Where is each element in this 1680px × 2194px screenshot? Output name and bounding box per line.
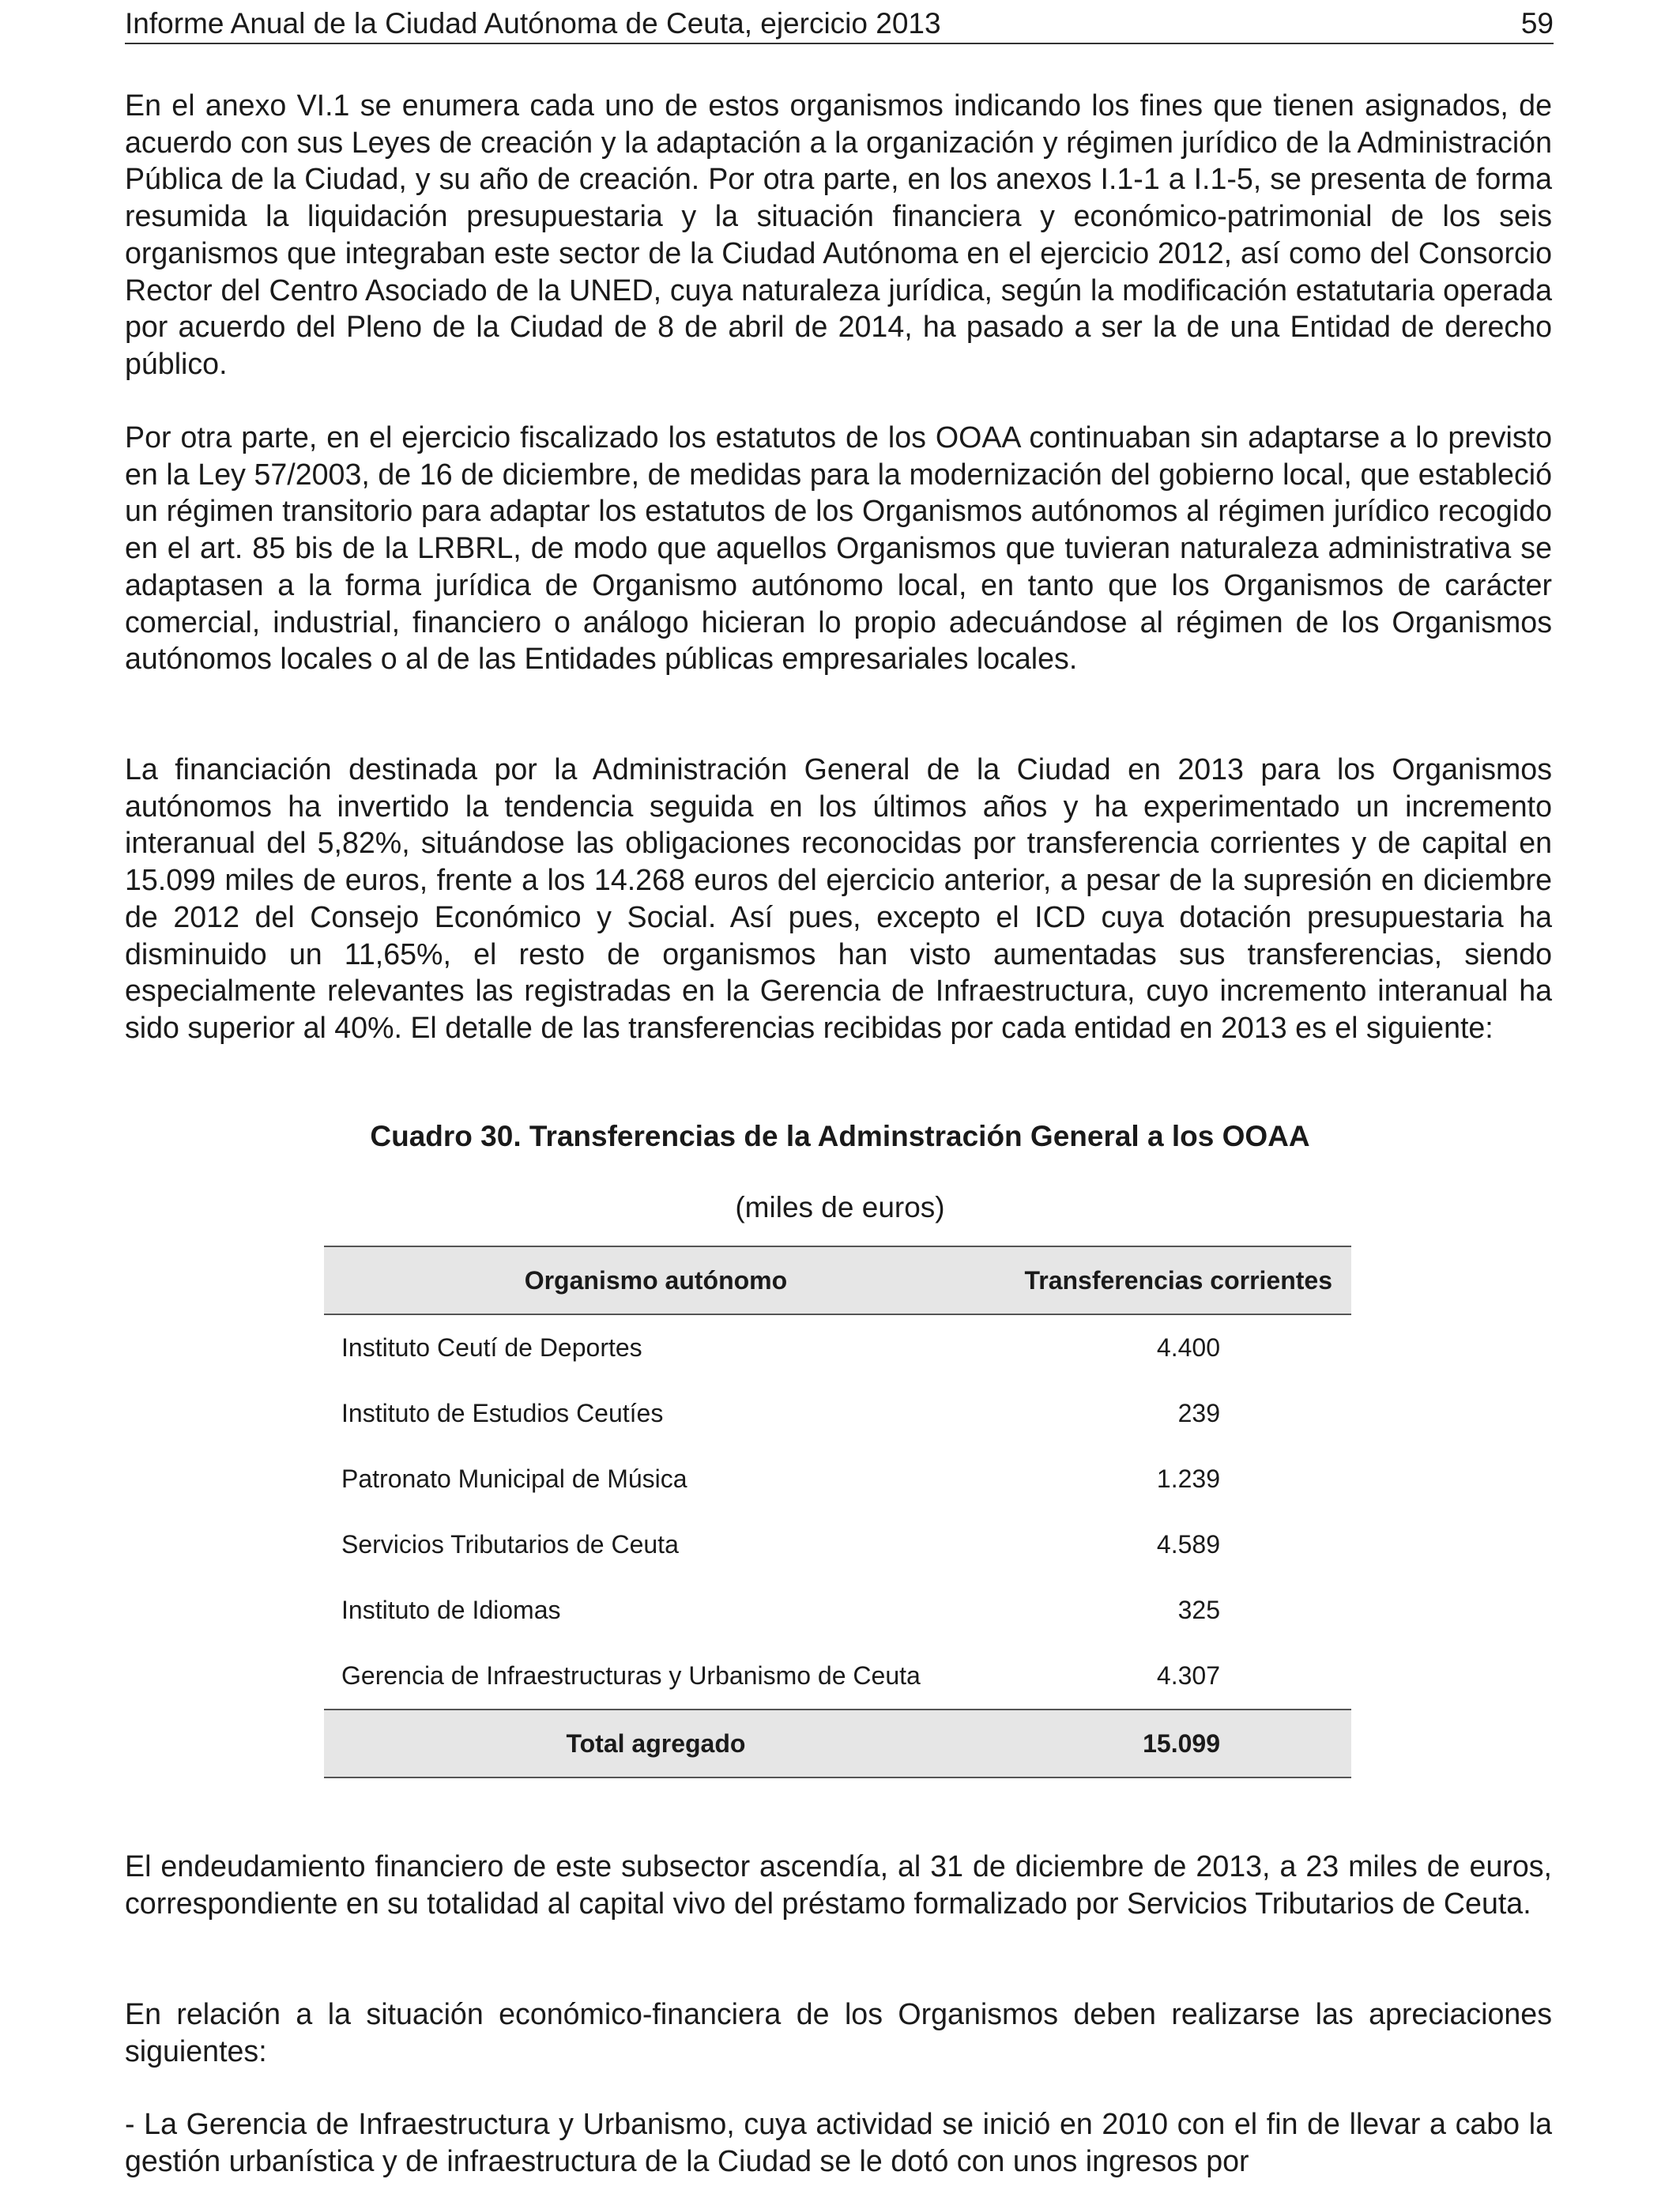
paragraph-annex: En el anexo VI.1 se enumera cada uno de estos organismos indicando los fines que tienen asignados, de acuerdo con sus Leyes de creación y la adaptación a la organización y régimen jurídico de la Administración Pública de la Ciudad, y su año de creación. Por otra parte, en los anexos I.1-1 a I.1-5, se presenta de forma resumida la liquidación presupuestaria y la situación financiera y económico-patrimonial de los seis organismos que integraban este sector de la Ciudad Autónoma en el ejercicio 2012, así como del Consorcio Rector del Centro Asociado de la UNED, cuya naturaleza jurídica, según la modificación estatutaria operada por acuerdo del Pleno de la Ciudad de 8 de abril de 2014, ha pasado a ser la de una Entidad de derecho público.	[125, 89, 1552, 380]
transfer-value: 4.400	[1156, 1333, 1220, 1362]
transfer-value: 1.239	[1156, 1465, 1220, 1493]
total-label: Total agregado	[324, 1710, 988, 1777]
table-header-row	[324, 1246, 1351, 1314]
column-header-organism: Organismo autónomo	[324, 1246, 988, 1314]
table-row	[324, 1381, 1351, 1446]
organism-name: Patronato Municipal de Música	[341, 1465, 687, 1493]
transfer-value: 4.589	[1156, 1530, 1220, 1559]
transfers-table	[324, 1246, 1351, 1778]
total-value: 15.099	[988, 1710, 1351, 1777]
table-row	[324, 1314, 1351, 1381]
transfer-value: 4.307	[1156, 1661, 1220, 1690]
paragraph-financing: La financiación destinada por la Administración General de la Ciudad en 2013 para los Organismos autónomos ha invertido la tendencia seguida en los últimos años y ha experimentado un incremento interanual del 5,82%, situándose las obligaciones reconocidas por transferencia corrientes y de capital en 15.099 miles de euros, frente a los 14.268 euros del ejercicio anterior, a pesar de la supresión en diciembre de 2012 del Consejo Económico y Social. Así pues, excepto el ICD cuya dotación presupuestaria ha disminuido un 11,65%, el resto de organismos han visto aumentadas sus transferencias, siendo especialmente relevantes las registradas en la Gerencia de Infraestructura, cuyo incremento interanual ha sido superior al 40%. El detalle de las transferencias recibidas por cada entidad en 2013 es el siguiente:	[125, 752, 1552, 1044]
page-header	[125, 5, 1554, 44]
page-number: 59	[1520, 7, 1554, 40]
paragraph-infrastructure: - La Gerencia de Infraestructura y Urbanismo, cuya actividad se inició en 2010 con el fin de llevar a cabo la gestión urbanística y de infraestructura de la Ciudad se le dotó con unos ingresos por	[125, 2107, 1552, 2177]
organism-name: Instituto de Idiomas	[341, 1596, 561, 1624]
organism-name: Instituto de Estudios Ceutíes	[341, 1399, 664, 1427]
paragraph-statutes: Por otra parte, en el ejercicio fiscalizado los estatutos de los OOAA continuaban sin adaptarse a lo previsto en la Ley 57/2003, de 16 de diciembre, de medidas para la modernización del gobierno local, que estableció un régimen transitorio para adaptar los estatutos de los Organismos autónomos al régimen jurídico recogido en el art. 85 bis de la LRBRL, de modo que aquellos Organismos que tuvieran naturaleza administrativa se adaptasen a la forma jurídica de Organismo autónomo local, en tanto que los Organismos de carácter comercial, industrial, financiero o análogo hicieran lo propio adecuándose al régimen de los Organismos autónomos locales o al de las Entidades públicas empresariales locales.	[125, 420, 1552, 676]
organism-name: Gerencia de Infraestructuras y Urbanismo de Ceuta	[341, 1661, 921, 1690]
organism-name: Servicios Tributarios de Ceuta	[341, 1530, 679, 1559]
column-header-transfers: Transferencias corrientes	[988, 1246, 1351, 1314]
table-units: (miles de euros)	[735, 1191, 945, 1223]
table-caption: Cuadro 30. Transferencias de la Adminstración General a los OOAA	[370, 1120, 1310, 1152]
transfer-value: 325	[1177, 1596, 1220, 1624]
table-row	[324, 1446, 1351, 1512]
table-row	[324, 1578, 1351, 1643]
transfer-value: 239	[1177, 1399, 1220, 1427]
header-title: Informe Anual de la Ciudad Autónoma de Ceuta, ejercicio 2013	[125, 7, 941, 40]
paragraph-appreciations: En relación a la situación económico-financiera de los Organismos deben realizarse las apreciaciones siguientes:	[125, 1997, 1552, 2068]
table-row	[324, 1643, 1351, 1710]
organism-name: Instituto Ceutí de Deportes	[341, 1333, 642, 1362]
table-row	[324, 1512, 1351, 1578]
paragraph-debt: El endeudamiento financiero de este subsector ascendía, al 31 de diciembre de 2013, a 23 miles de euros, correspondiente en su totalidad al capital vivo del préstamo formalizado por Servicios Tributarios de Ceuta.	[125, 1849, 1552, 1920]
table-total-row	[324, 1710, 1351, 1777]
